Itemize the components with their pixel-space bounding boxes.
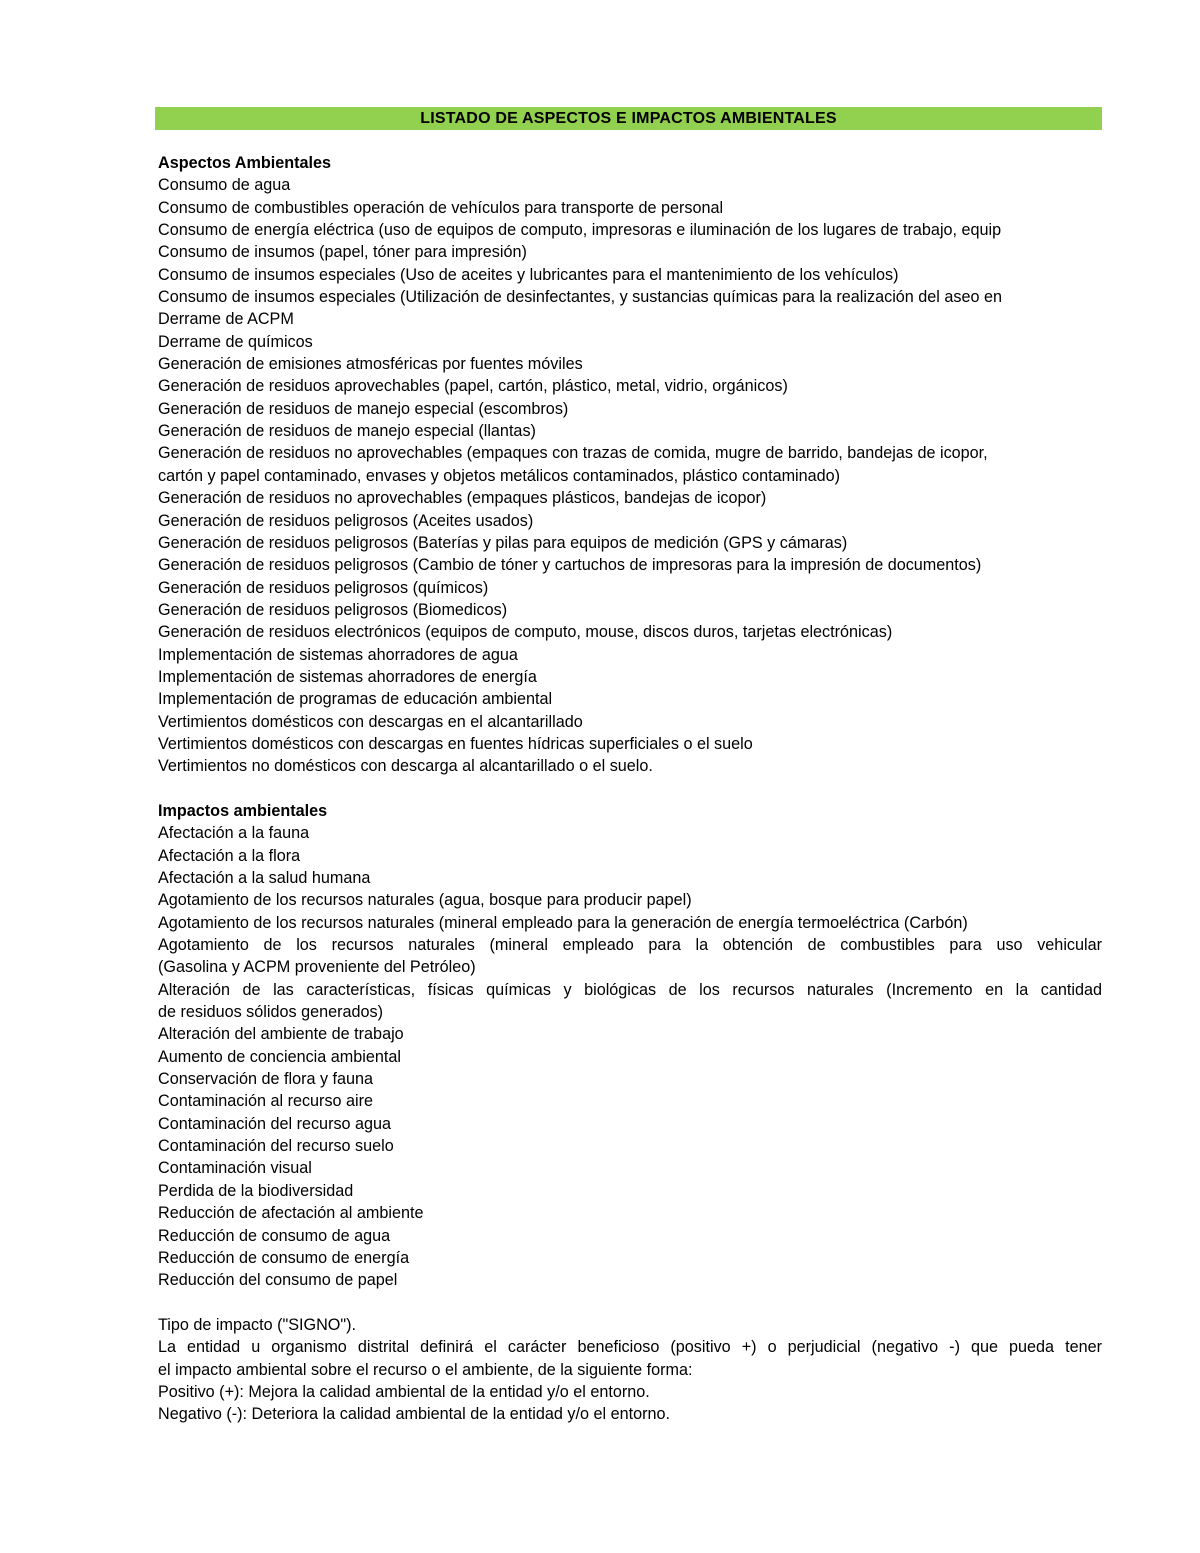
list-item: Reducción del consumo de papel bbox=[158, 1271, 398, 1290]
impactos-list bbox=[158, 822, 1102, 1291]
list-item: Consumo de agua bbox=[158, 176, 291, 195]
list-item: Contaminación del recurso agua bbox=[158, 1114, 392, 1133]
list-item: Contaminación del recurso suelo bbox=[158, 1137, 394, 1156]
list-item: Generación de residuos peligrosos (químicos) bbox=[158, 578, 489, 597]
aspectos-heading: Aspectos Ambientales bbox=[158, 154, 332, 172]
spacer bbox=[158, 778, 1102, 800]
positivo-definition: Positivo (+): Mejora la calidad ambiental de la entidad y/o el entorno. bbox=[158, 1382, 650, 1401]
list-item: Consumo de insumos especiales (Uso de aceites y lubricantes para el mantenimiento de los vehículos) bbox=[158, 265, 899, 284]
list-item: Vertimientos domésticos con descargas en el alcantarillado bbox=[158, 712, 583, 731]
list-item: Generación de residuos peligrosos (Aceites usados) bbox=[158, 511, 534, 530]
list-item: Alteración de las características, físicas químicas y biológicas de los recursos naturales (Incremento en la cantidad bbox=[158, 980, 1102, 999]
list-item: Afectación a la flora bbox=[158, 846, 301, 865]
list-item: de residuos sólidos generados) bbox=[158, 1003, 383, 1022]
list-item: Generación de residuos peligrosos (Cambio de tóner y cartuchos de impresoras para la impresión de documentos) bbox=[158, 556, 982, 575]
tipo-heading: Tipo de impacto ("SIGNO"). bbox=[158, 1315, 357, 1334]
document-title: LISTADO DE ASPECTOS E IMPACTOS AMBIENTALES bbox=[420, 110, 837, 127]
list-item: Generación de residuos peligrosos (Baterías y pilas para equipos de medición (GPS y cámaras) bbox=[158, 533, 848, 552]
tipo-text-line: el impacto ambiental sobre el recurso o el ambiente, de la siguiente forma: bbox=[158, 1360, 693, 1379]
list-item: (Gasolina y ACPM proveniente del Petróleo) bbox=[158, 958, 476, 977]
list-item: Afectación a la salud humana bbox=[158, 869, 371, 887]
list-item: Contaminación visual bbox=[158, 1159, 312, 1178]
list-item: Generación de residuos de manejo especial (llantas) bbox=[158, 422, 536, 441]
tipo-text-line: La entidad u organismo distrital definirá el carácter beneficioso (positivo +) o perjudicial (negativo -) que pueda tener bbox=[158, 1338, 1102, 1357]
list-item: Generación de emisiones atmosféricas por fuentes móviles bbox=[158, 355, 583, 374]
negativo-definition: Negativo (-): Deteriora la calidad ambiental de la entidad y/o el entorno. bbox=[158, 1405, 670, 1424]
list-item: Agotamiento de los recursos naturales (mineral empleado para la generación de energía termoeléctrica (Carbón) bbox=[158, 913, 968, 932]
list-item: Derrame de químicos bbox=[158, 332, 313, 351]
list-item: Alteración del ambiente de trabajo bbox=[158, 1025, 404, 1044]
list-item: Generación de residuos de manejo especial (escombros) bbox=[158, 399, 569, 418]
list-item: Generación de residuos no aprovechables (empaques plásticos, bandejas de icopor) bbox=[158, 489, 767, 508]
list-item: Generación de residuos electrónicos (equipos de computo, mouse, discos duros, tarjetas electrónicas) bbox=[158, 623, 893, 642]
content bbox=[158, 152, 1102, 1426]
list-item: Afectación a la fauna bbox=[158, 824, 310, 843]
list-item: Agotamiento de los recursos naturales (mineral empleado para la obtención de combustibles para uso vehicular bbox=[158, 936, 1102, 955]
spacer bbox=[158, 1292, 1102, 1314]
list-item: Reducción de consumo de energía bbox=[158, 1248, 410, 1267]
list-item: Derrame de ACPM bbox=[158, 310, 294, 329]
aspectos-list bbox=[158, 174, 1102, 777]
list-item: Consumo de insumos (papel, tóner para impresión) bbox=[158, 243, 527, 262]
list-item: Reducción de afectación al ambiente bbox=[158, 1204, 424, 1223]
list-item: Implementación de sistemas ahorradores de agua bbox=[158, 645, 518, 664]
list-item: Consumo de combustibles operación de vehículos para transporte de personal bbox=[158, 198, 724, 217]
list-item: Vertimientos no domésticos con descarga al alcantarillado o el suelo. bbox=[158, 757, 653, 776]
list-item: Generación de residuos no aprovechables (empaques con trazas de comida, mugre de barrido, bandejas de icopor, bbox=[158, 444, 988, 463]
list-item: Reducción de consumo de agua bbox=[158, 1226, 391, 1245]
list-item: cartón y papel contaminado, envases y objetos metálicos contaminados, plástico contaminado) bbox=[158, 466, 841, 485]
list-item: Aumento de conciencia ambiental bbox=[158, 1047, 401, 1066]
list-item: Generación de residuos peligrosos (Biomedicos) bbox=[158, 600, 508, 619]
list-item: Conservación de flora y fauna bbox=[158, 1070, 374, 1089]
title-bar bbox=[155, 107, 1102, 130]
list-item: Consumo de energía eléctrica (uso de equipos de computo, impresoras e iluminación de los lugares de trabajo, equip bbox=[158, 221, 1002, 240]
list-item: Implementación de programas de educación ambiental bbox=[158, 690, 553, 709]
list-item: Vertimientos domésticos con descargas en fuentes hídricas superficiales o el suelo bbox=[158, 734, 753, 753]
list-item: Implementación de sistemas ahorradores de energía bbox=[158, 667, 537, 686]
list-item: Contaminación al recurso aire bbox=[158, 1092, 374, 1111]
list-item: Generación de residuos aprovechables (papel, cartón, plástico, metal, vidrio, orgánicos) bbox=[158, 377, 788, 396]
list-item: Perdida de la biodiversidad bbox=[158, 1181, 354, 1200]
impactos-heading: Impactos ambientales bbox=[158, 801, 328, 820]
list-item: Agotamiento de los recursos naturales (agua, bosque para producir papel) bbox=[158, 891, 692, 910]
list-item: Consumo de insumos especiales (Utilización de desinfectantes, y sustancias químicas para la realización del aseo en bbox=[158, 288, 1002, 307]
